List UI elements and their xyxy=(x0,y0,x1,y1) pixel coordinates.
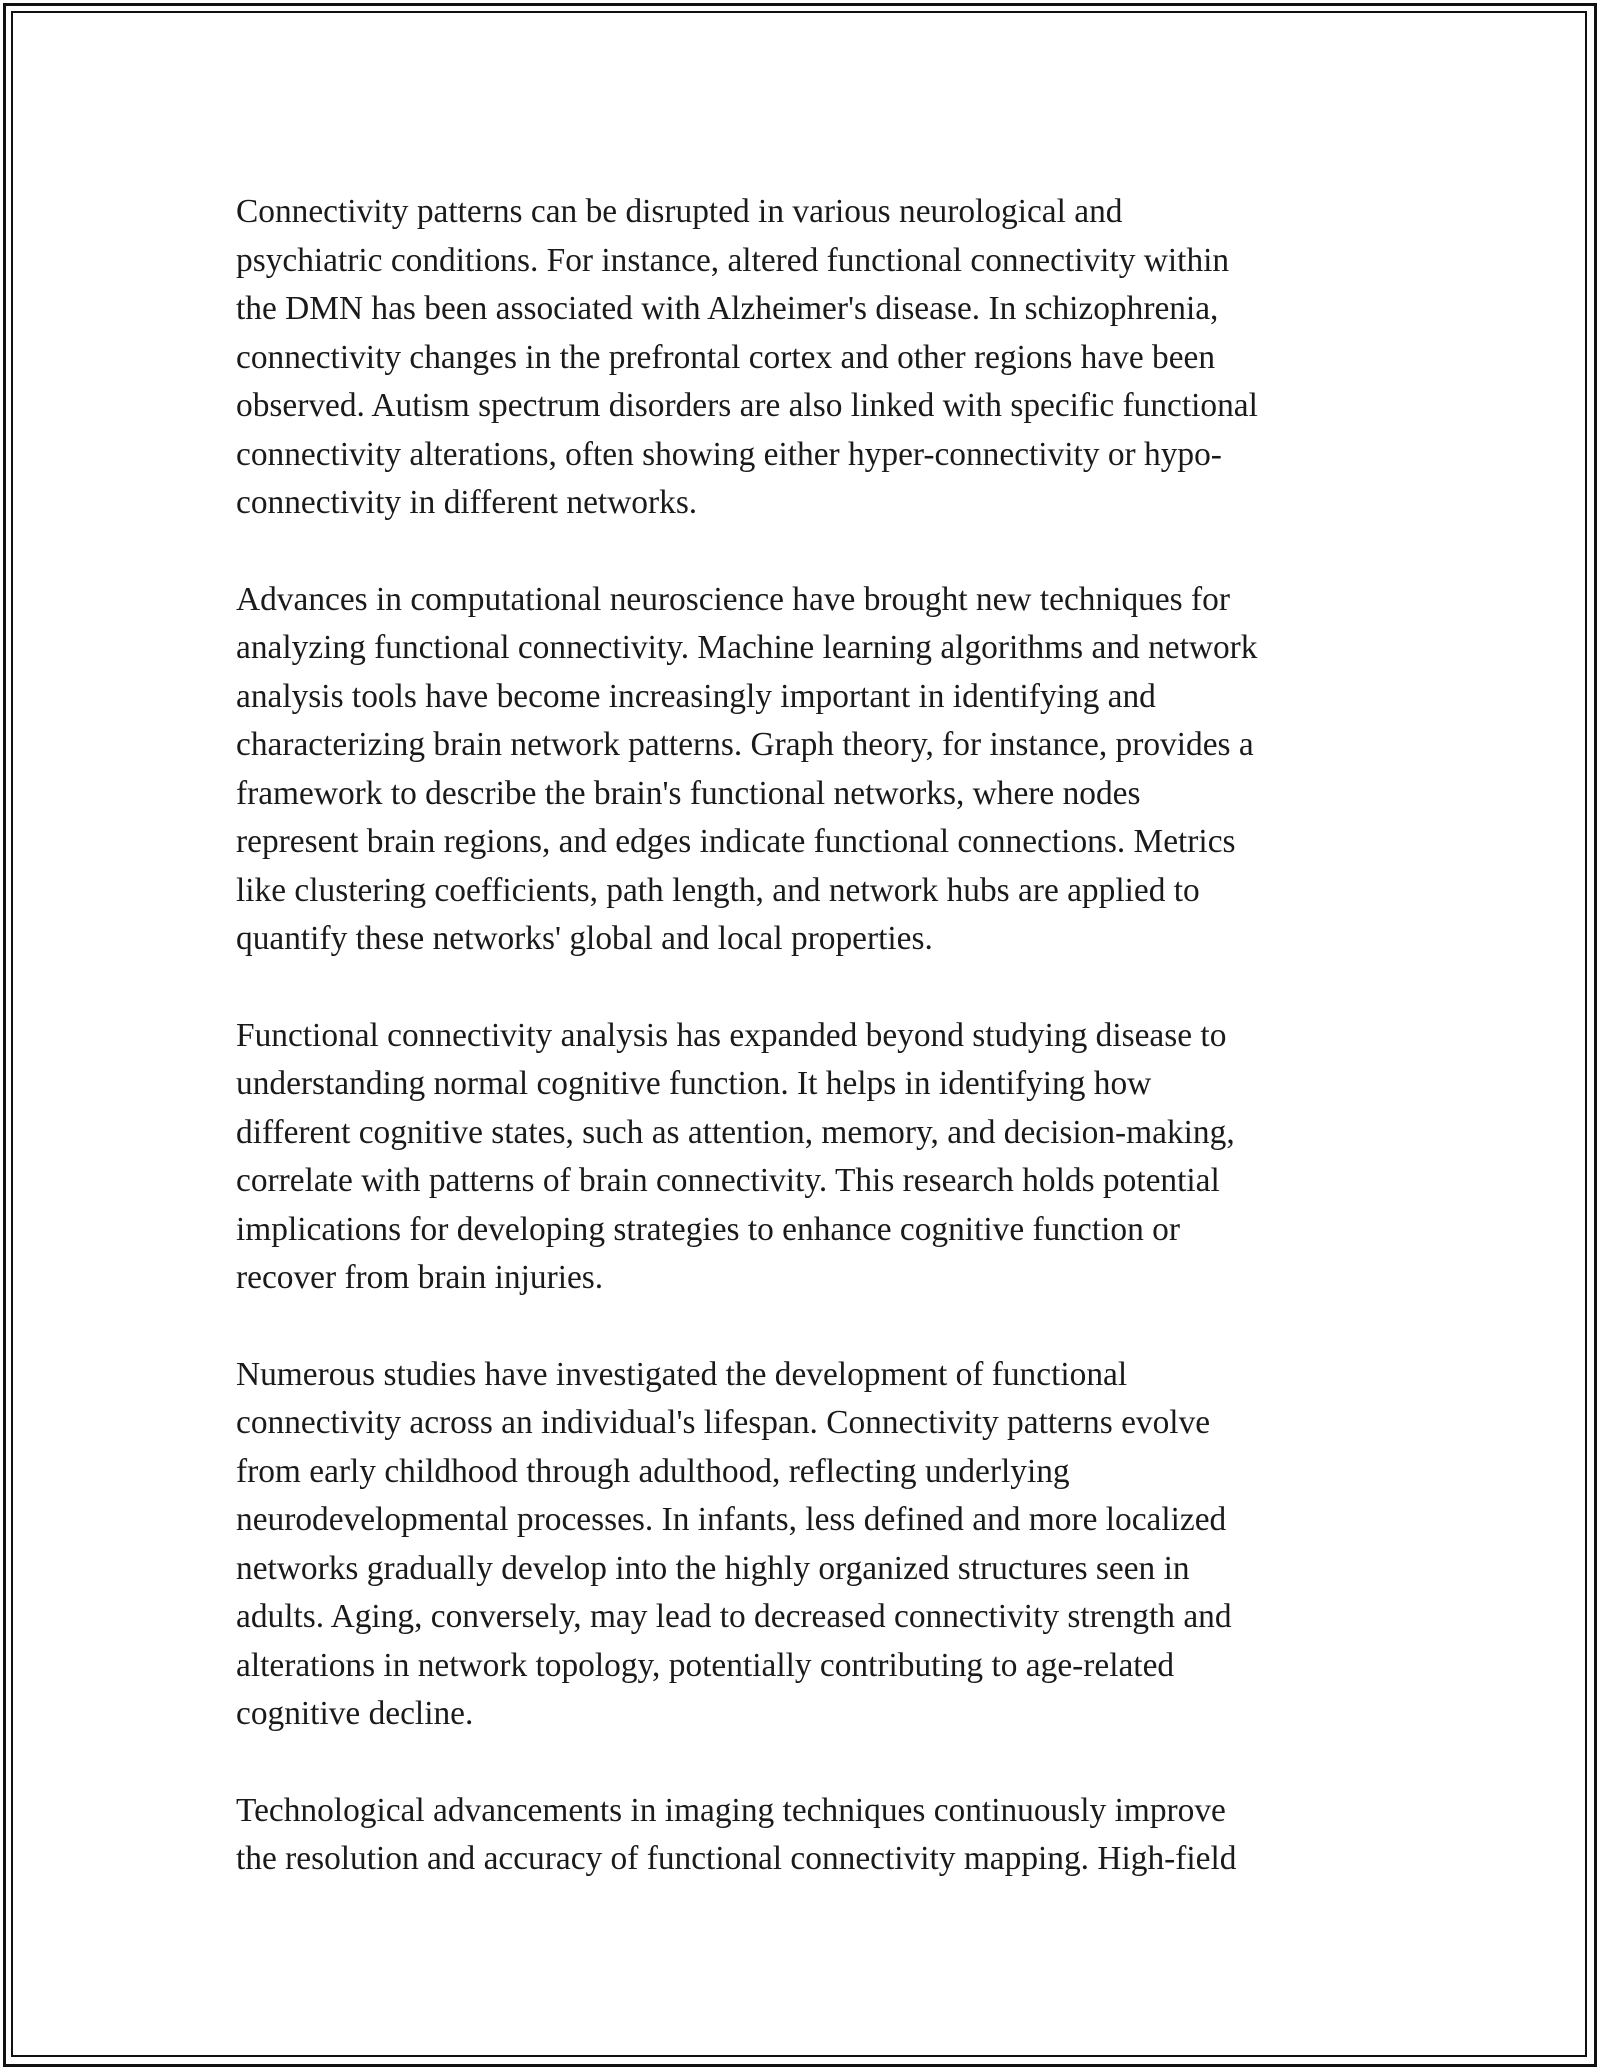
text-line: the resolution and accuracy of functional connectivity mapping. High-field xyxy=(236,1840,1237,1877)
text-line: correlate with patterns of brain connectivity. This research holds potential xyxy=(236,1162,1220,1199)
text-line: understanding normal cognitive function. It helps in identifying how xyxy=(236,1065,1152,1102)
text-line: characterizing brain network patterns. Graph theory, for instance, provides a xyxy=(236,726,1254,763)
text-line: networks gradually develop into the highly organized structures seen in xyxy=(236,1549,1190,1587)
text-line: Technological advancements in imaging techniques continuously improve xyxy=(236,1791,1226,1829)
document-body xyxy=(236,188,1376,1932)
text-line: alterations in network topology, potentially contributing to age-related xyxy=(236,1646,1175,1684)
text-line: Functional connectivity analysis has expanded beyond studying disease to xyxy=(236,1016,1227,1054)
text-line: Connectivity patterns can be disrupted in various neurological and xyxy=(236,193,1123,230)
text-line: psychiatric conditions. For instance, altered functional connectivity within xyxy=(236,241,1230,279)
paragraph-computational-advances xyxy=(236,576,1376,964)
text-line: analyzing functional connectivity. Machine learning algorithms and network xyxy=(236,629,1258,666)
text-line: analysis tools have become increasingly important in identifying and xyxy=(236,677,1156,715)
text-line: Advances in computational neuroscience have brought new techniques for xyxy=(236,580,1230,618)
text-line: neurodevelopmental processes. In infants, less defined and more localized xyxy=(236,1501,1227,1538)
text-line: represent brain regions, and edges indicate functional connections. Metrics xyxy=(236,823,1236,860)
text-line: Numerous studies have investigated the development of functional xyxy=(236,1355,1128,1393)
text-line: connectivity across an individual's lifespan. Connectivity patterns evolve xyxy=(236,1404,1211,1441)
text-line: adults. Aging, conversely, may lead to decreased connectivity strength and xyxy=(236,1598,1232,1635)
text-line: recover from brain injuries. xyxy=(236,1259,604,1296)
text-line: cognitive decline. xyxy=(236,1695,474,1732)
text-line: connectivity alterations, often showing either hyper-connectivity or hypo- xyxy=(236,435,1222,473)
paragraph-cognitive-function xyxy=(236,1012,1376,1303)
paragraph-lifespan-development xyxy=(236,1351,1376,1739)
text-line: different cognitive states, such as attention, memory, and decision-making, xyxy=(236,1113,1235,1151)
text-line: from early childhood through adulthood, reflecting underlying xyxy=(236,1452,1070,1490)
paragraph-disrupted-connectivity xyxy=(236,188,1376,528)
text-line: quantify these networks' global and local properties. xyxy=(236,920,933,957)
paragraph-imaging-advancements xyxy=(236,1787,1376,1884)
text-line: implications for developing strategies to enhance cognitive function or xyxy=(236,1210,1180,1248)
text-line: the DMN has been associated with Alzheimer's disease. In schizophrenia, xyxy=(236,290,1219,327)
text-line: connectivity in different networks. xyxy=(236,484,698,521)
text-line: like clustering coefficients, path length, and network hubs are applied to xyxy=(236,871,1200,909)
text-line: observed. Autism spectrum disorders are also linked with specific functional xyxy=(236,387,1258,424)
text-line: framework to describe the brain's functional networks, where nodes xyxy=(236,774,1141,812)
text-line: connectivity changes in the prefrontal cortex and other regions have been xyxy=(236,338,1216,376)
